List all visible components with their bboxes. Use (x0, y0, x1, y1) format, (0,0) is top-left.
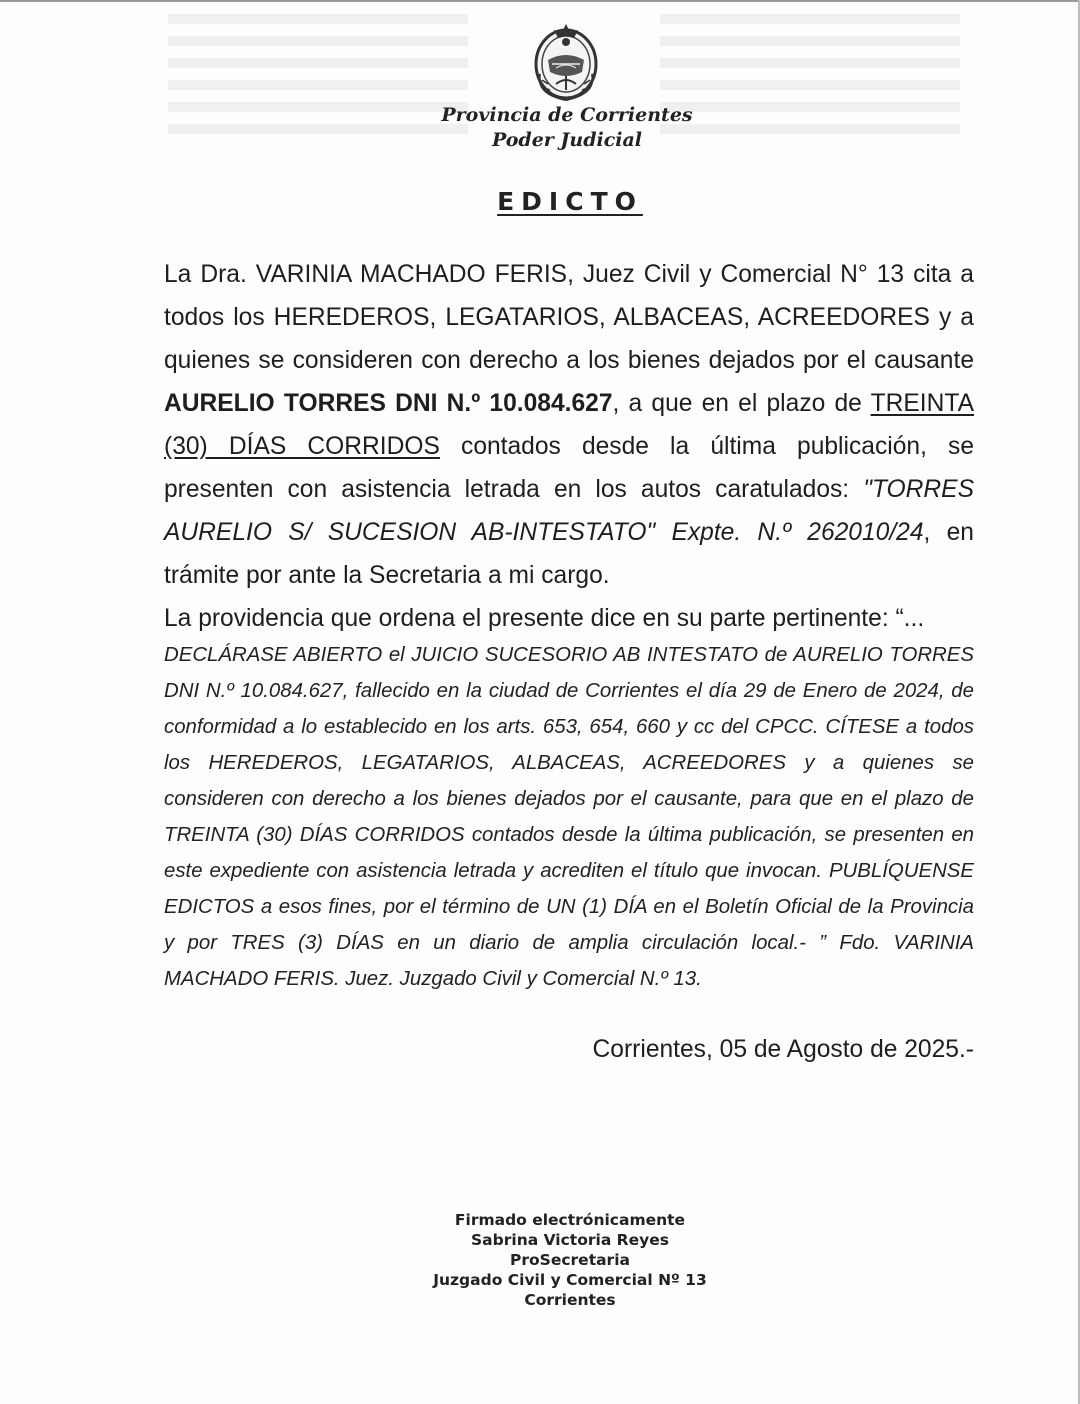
term-period: TREINTA (30) DÍAS CORRIDOS (164, 390, 974, 460)
title-text: EDICTO (497, 187, 643, 216)
header-judicial-branch: Poder Judicial (491, 129, 643, 151)
place-and-date: Corrientes, 05 de Agosto de 2025.- (592, 1036, 974, 1063)
signature-line-court: Juzgado Civil y Comercial Nº 13 (433, 1271, 707, 1289)
body-text-2: , a que en el plazo de (612, 390, 871, 417)
edict-paragraph-2: La providencia que ordena el presente dice en su parte pertinente: “... (164, 605, 925, 632)
deceased-name: AURELIO TORRES DNI N.º 10.084.627 (164, 390, 613, 417)
case-caption: "TORRES AURELIO S/ SUCESION AB-INTESTATO" Expte. N.º 262010/24 (164, 476, 974, 546)
court-order-quote: DECLÁRASE ABIERTO el JUICIO SUCESORIO AB INTESTATO de AURELIO TORRES DNI N.º 10.084.627, fallecido en la ciudad de Corrientes el día 29 de Enero de 2024, de conformidad a lo establecido en los arts. 653, 654, 660 y cc del CPCC. CÍTESE a todos los HEREDEROS, LEGATARIOS, ALBACEAS, ACREEDORES y a quienes se consideren con derecho a los bienes dejados por el causante, para que en el plazo de TREINTA (30) DÍAS CORRIDOS contados desde la última publicación, se presenten en este expediente con asistencia letrada y acrediten el título que invocan. PUBLÍQUENSE EDICTOS a esos fines, por el término de UN (1) DÍA en el Boletín Oficial de la Provincia y por TRES (3) DÍAS en un diario de amplia circulación local.- ” Fdo. VARINIA MACHADO FERIS. Juez. Juzgado Civil y Comercial N.º 13. (164, 644, 974, 990)
body-text-1: La Dra. VARINIA MACHADO FERIS, Juez Civil y Comercial N° 13 cita a todos los HEREDEROS, LEGATARIOS, ALBACEAS, ACREEDORES y a quienes se consideren con derecho a los bienes dejados por el causante (164, 261, 974, 374)
electronic-signature-block (400, 1210, 740, 1310)
body-text-3: contados desde la última publicación, se presenten con asistencia letrada en los autos caratulados: (164, 433, 974, 503)
document-title (400, 187, 740, 216)
coat-of-arms-icon (526, 14, 606, 106)
edict-body (164, 253, 974, 640)
signature-line-role: ProSecretaria (510, 1251, 630, 1269)
edict-paragraph-1 (164, 253, 974, 597)
body-text-4: , en trámite por ante la Secretaria a mi cargo. (164, 519, 974, 589)
header-province: Provincia de Corrientes (441, 104, 693, 126)
signature-line-name: Sabrina Victoria Reyes (471, 1231, 669, 1249)
page-edge-top (0, 0, 1080, 2)
signature-line-electronic: Firmado electrónicamente (454, 1211, 686, 1229)
signature-line-city: Corrientes (524, 1291, 616, 1309)
